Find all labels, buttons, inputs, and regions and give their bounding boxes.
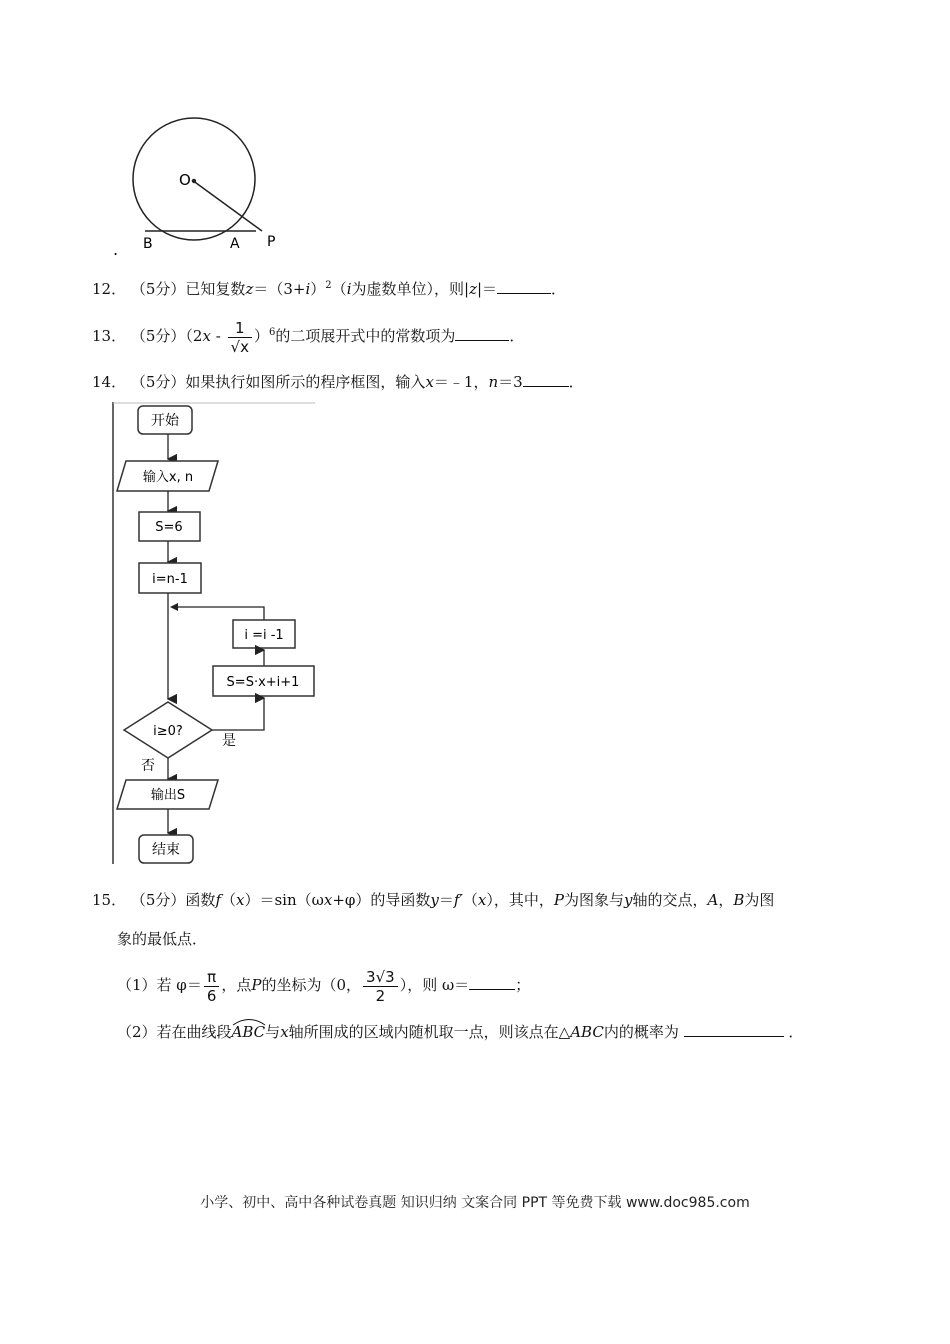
q15-sub2-text: 与 — [265, 1023, 281, 1041]
q13-close: ） — [253, 327, 269, 345]
q15-number: 15． — [92, 891, 127, 909]
q14-answer-blank[interactable] — [523, 372, 569, 387]
question-12 — [92, 276, 566, 299]
q15-sub1-answer-blank[interactable] — [469, 975, 515, 990]
label-b: B — [143, 236, 153, 252]
q15-sub1-text: ，点 — [221, 976, 252, 994]
q12-text-b: 为虚数单位），则| — [351, 280, 470, 298]
question-13 — [92, 313, 524, 356]
q13-score: （5分） — [130, 327, 186, 345]
q15-f: f — [215, 891, 221, 909]
q15-abc: ABC — [570, 1023, 604, 1041]
center-dot — [192, 179, 196, 183]
question-15 — [92, 890, 774, 910]
q12-number: 12． — [92, 280, 127, 298]
q15-text: ， — [718, 891, 734, 909]
end-label: 结束 — [152, 842, 180, 858]
q14-text-c: ＝3 — [498, 373, 523, 391]
q12-paren: （ — [331, 280, 347, 298]
q12-i: i — [305, 280, 311, 298]
q15-text: 轴的交点， — [632, 891, 708, 909]
q12-answer-blank[interactable] — [497, 279, 551, 294]
q14-end: ． — [568, 373, 584, 391]
q13-end: ． — [509, 327, 525, 345]
q12-exp: 2 — [325, 280, 332, 291]
i-init-label: i=n-1 — [152, 572, 188, 587]
cond-label: i≥0? — [153, 724, 183, 739]
q15-x: x — [280, 1023, 289, 1041]
label-p: P — [267, 234, 276, 250]
frac-den: 2 — [375, 986, 386, 1005]
q12-i2: i — [346, 280, 352, 298]
q15-y: y — [430, 891, 439, 909]
s-init-label: S=6 — [155, 520, 183, 535]
q12-z: z — [245, 280, 254, 298]
q15-sub-2 — [117, 1022, 803, 1042]
q13-frac-num: 1 — [228, 319, 252, 338]
circle-figure — [110, 115, 290, 260]
q13-x: x — [202, 327, 211, 345]
q12-score: （5分） — [130, 280, 186, 298]
arc-abc — [232, 1022, 266, 1042]
q13-fraction — [228, 319, 252, 356]
q12-z2: z — [469, 280, 477, 298]
q15-text: （ — [462, 891, 478, 909]
q15-sub2-answer-blank[interactable] — [684, 1022, 784, 1037]
q15-text: （ — [221, 891, 237, 909]
q15-text: ）＝sin（ω — [244, 891, 324, 909]
q15-sub1-text: （1）若 φ＝ — [117, 976, 202, 994]
q15-sub1-text: ），则 ω＝ — [399, 976, 470, 994]
q14-number: 14． — [92, 373, 127, 391]
yes-label: 是 — [222, 733, 236, 749]
frac-num: π — [204, 968, 220, 987]
q13-answer-blank[interactable] — [455, 326, 509, 341]
output-label: 输出S — [150, 788, 186, 803]
q15-f-prime: f′ — [453, 891, 463, 909]
yes-line — [212, 698, 264, 730]
update-label: S=S·x+i+1 — [226, 675, 300, 690]
q14-x: x — [425, 373, 434, 391]
q13-minus: - — [210, 327, 226, 345]
label-a: A — [230, 236, 240, 252]
no-label: 否 — [141, 758, 155, 774]
segment-op — [192, 180, 262, 231]
q12-text-c: |＝ — [476, 280, 498, 298]
q13-frac-den: √x — [230, 337, 249, 356]
q15-sub1-end: ； — [515, 976, 531, 994]
q15-score: （5分） — [130, 891, 186, 909]
q15-text: ＝ — [438, 891, 454, 909]
dec-i-label: i =i -1 — [244, 628, 284, 643]
q15-line-2 — [117, 929, 207, 949]
q15-text: 象的最低点． — [117, 930, 208, 948]
trailing-dot: . — [113, 240, 119, 259]
q13-exp: 6 — [269, 327, 276, 338]
input-label: 输入x, n — [142, 470, 194, 485]
q15-x: x — [236, 891, 245, 909]
q15-sub2-end: ． — [788, 1023, 804, 1041]
q15-text: +φ）的导函数 — [332, 891, 431, 909]
q14-text-b: ＝﹣1， — [433, 373, 489, 391]
label-o: O — [179, 171, 191, 189]
q15-x: x — [323, 891, 333, 909]
q15-text: 为图 — [744, 891, 775, 909]
q15-p: P — [553, 891, 564, 909]
q12-close: ） — [310, 280, 326, 298]
q13-text: 的二项展开式中的常数项为 — [275, 327, 456, 345]
loop-back-line — [172, 607, 264, 620]
frac-den: 6 — [206, 986, 217, 1005]
q15-text: ），其中， — [486, 891, 554, 909]
q14-score: （5分） — [130, 373, 186, 391]
q15-text: 为图象与 — [563, 891, 624, 909]
q15-sub2-text: 内的概率为 — [603, 1023, 679, 1041]
q14-text-a: 如果执行如图所示的程序框图，输入 — [185, 373, 426, 391]
flowchart — [108, 402, 320, 867]
q15-frac-pi-6 — [204, 968, 220, 1005]
q15-a: A — [707, 891, 719, 909]
start-label: 开始 — [151, 413, 179, 429]
q12-eq: ＝（3+ — [253, 280, 306, 298]
q15-sub1-text: 的坐标为（0， — [261, 976, 362, 994]
loop-back-arrow — [170, 603, 178, 611]
q15-p: P — [251, 976, 262, 994]
q15-sub-1 — [117, 962, 530, 1008]
q15-y: y — [624, 891, 633, 909]
arc-label: ABC — [231, 1023, 266, 1041]
q13-open: （2 — [185, 327, 203, 345]
q15-b: B — [733, 891, 745, 909]
q15-sub2-text: 轴所围成的区域内随机取一点，则该点在△ — [288, 1023, 571, 1041]
q15-x: x — [477, 891, 487, 909]
q13-number: 13． — [92, 327, 127, 345]
q15-sub2-text: （2）若在曲线段 — [117, 1023, 232, 1041]
frac-num: 3√3 — [363, 968, 398, 987]
q12-text-a: 已知复数 — [185, 280, 246, 298]
q12-end: ． — [551, 280, 567, 298]
arc-mark — [232, 1016, 266, 1026]
q14-n: n — [488, 373, 499, 391]
q15-frac-3sqrt3-2 — [363, 968, 398, 1005]
page-footer: 小学、初中、高中各种试卷真题 知识归纳 文案合同 PPT 等免费下载 www.doc985.com — [200, 1195, 750, 1211]
question-14 — [92, 372, 584, 392]
q15-text: 函数 — [185, 891, 216, 909]
